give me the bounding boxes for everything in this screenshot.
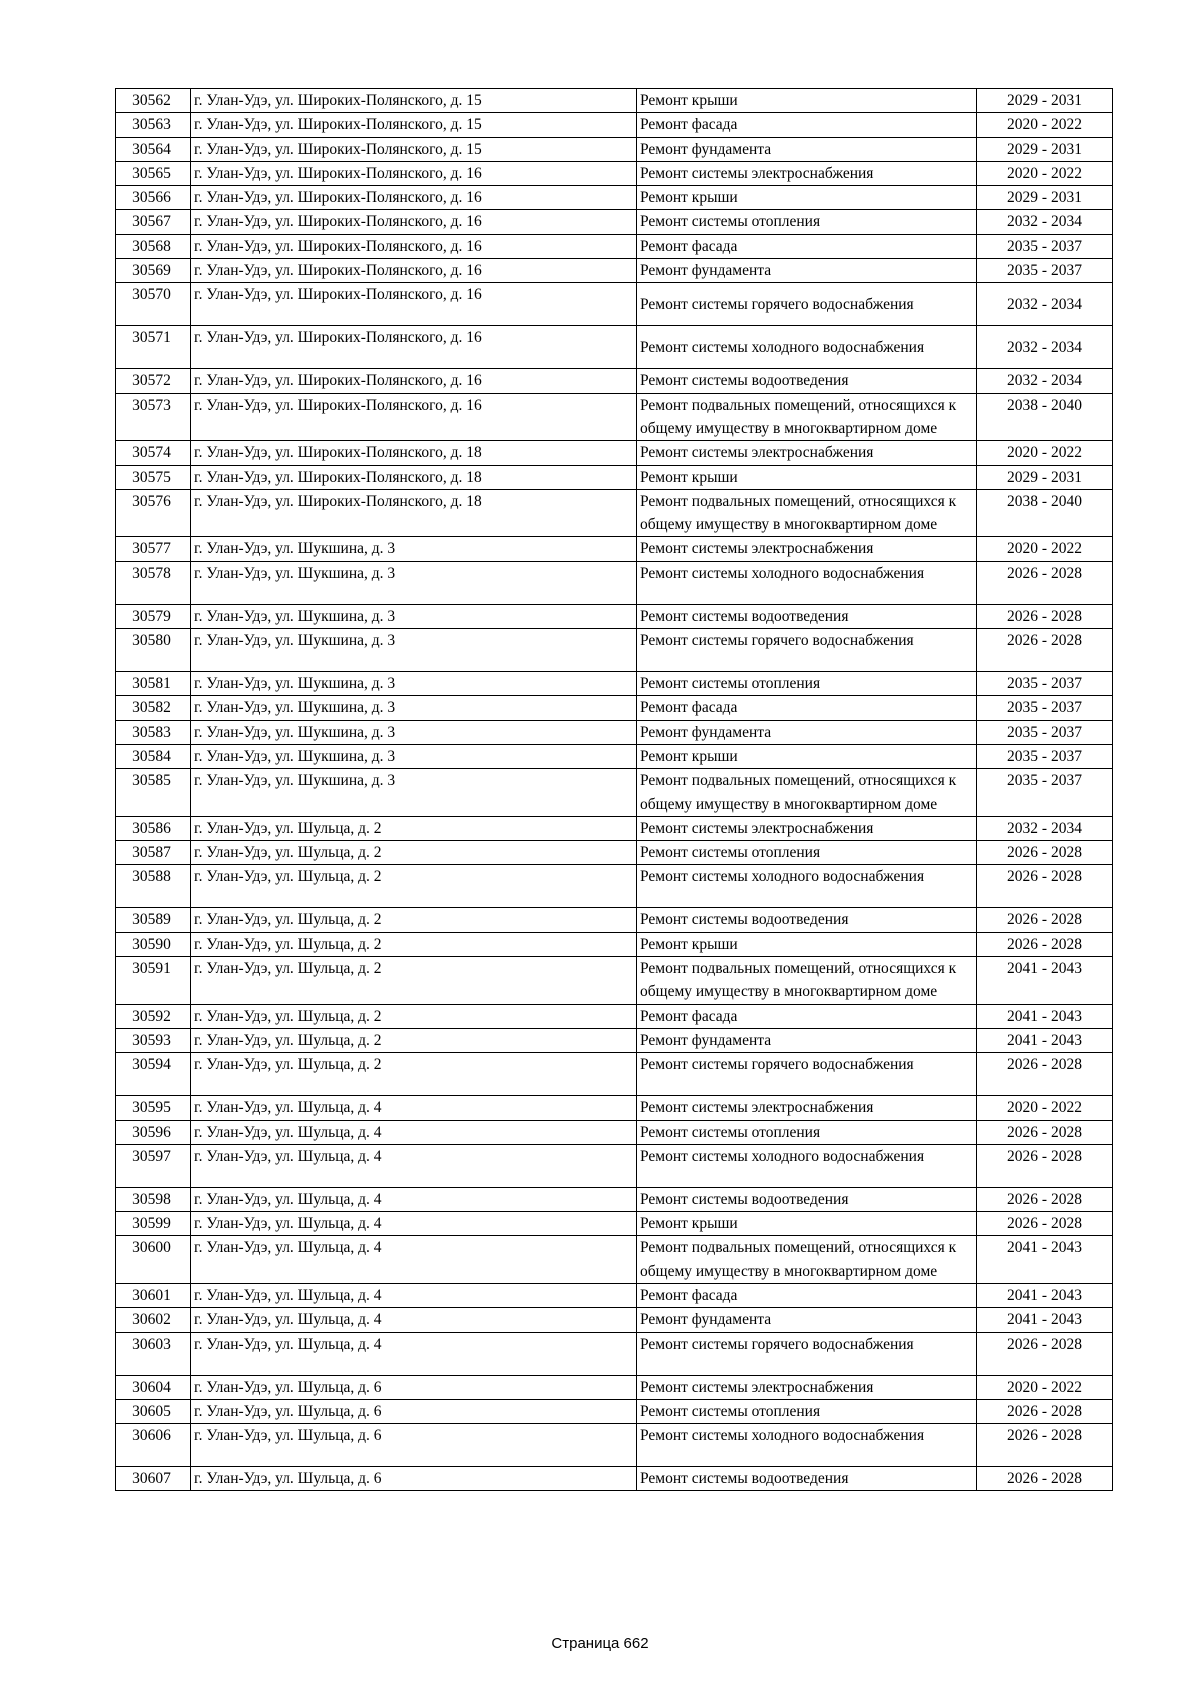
table-row	[116, 1053, 1113, 1096]
work-type-cell: Ремонт крыши	[637, 465, 977, 489]
address-cell: г. Улан-Удэ, ул. Широких-Полянского, д. 16	[191, 259, 637, 283]
table-row	[116, 1399, 1113, 1423]
row-number-cell: 30570	[116, 283, 191, 326]
period-cell: 2032 - 2034	[977, 326, 1113, 369]
table-row	[116, 816, 1113, 840]
period-cell: 2041 - 2043	[977, 1283, 1113, 1307]
period-cell: 2026 - 2028	[977, 841, 1113, 865]
work-type-cell: Ремонт системы водоотведения	[637, 369, 977, 393]
period-cell: 2020 - 2022	[977, 1375, 1113, 1399]
table-row	[116, 441, 1113, 465]
period-cell: 2026 - 2028	[977, 1399, 1113, 1423]
period-cell: 2032 - 2034	[977, 369, 1113, 393]
table-row	[116, 672, 1113, 696]
address-cell: г. Улан-Удэ, ул. Шульца, д. 2	[191, 908, 637, 932]
row-number-cell: 30567	[116, 210, 191, 234]
work-type-cell: Ремонт фасада	[637, 234, 977, 258]
work-type-cell: Ремонт фундамента	[637, 1028, 977, 1052]
row-number-cell: 30566	[116, 186, 191, 210]
row-number-cell: 30584	[116, 744, 191, 768]
address-cell: г. Улан-Удэ, ул. Широких-Полянского, д. 16	[191, 326, 637, 369]
table-row	[116, 186, 1113, 210]
work-type-cell: Ремонт системы отопления	[637, 210, 977, 234]
period-cell: 2035 - 2037	[977, 259, 1113, 283]
row-number-cell: 30576	[116, 489, 191, 537]
row-number-cell: 30603	[116, 1332, 191, 1375]
work-type-cell: Ремонт подвальных помещений, относящихся к общему имуществу в многоквартирном доме	[637, 1236, 977, 1284]
period-cell: 2020 - 2022	[977, 113, 1113, 137]
work-type-cell: Ремонт системы холодного водоснабжения	[637, 1424, 977, 1467]
row-number-cell: 30586	[116, 816, 191, 840]
table-row	[116, 865, 1113, 908]
period-cell: 2032 - 2034	[977, 283, 1113, 326]
address-cell: г. Улан-Удэ, ул. Широких-Полянского, д. 16	[191, 161, 637, 185]
work-type-cell: Ремонт системы горячего водоснабжения	[637, 283, 977, 326]
period-cell: 2026 - 2028	[977, 1332, 1113, 1375]
work-type-cell: Ремонт крыши	[637, 744, 977, 768]
period-cell: 2020 - 2022	[977, 441, 1113, 465]
table-row	[116, 1212, 1113, 1236]
address-cell: г. Улан-Удэ, ул. Шульца, д. 4	[191, 1144, 637, 1187]
row-number-cell: 30580	[116, 629, 191, 672]
row-number-cell: 30595	[116, 1096, 191, 1120]
table-row	[116, 1236, 1113, 1284]
period-cell: 2038 - 2040	[977, 489, 1113, 537]
address-cell: г. Улан-Удэ, ул. Шульца, д. 2	[191, 865, 637, 908]
address-cell: г. Улан-Удэ, ул. Шульца, д. 4	[191, 1212, 637, 1236]
table-row	[116, 561, 1113, 604]
work-type-cell: Ремонт системы водоотведения	[637, 604, 977, 628]
address-cell: г. Улан-Удэ, ул. Широких-Полянского, д. 16	[191, 210, 637, 234]
address-cell: г. Улан-Удэ, ул. Шульца, д. 2	[191, 932, 637, 956]
row-number-cell: 30579	[116, 604, 191, 628]
row-number-cell: 30588	[116, 865, 191, 908]
address-cell: г. Улан-Удэ, ул. Шульца, д. 6	[191, 1399, 637, 1423]
page-number: Страница 662	[551, 1635, 649, 1652]
period-cell: 2029 - 2031	[977, 465, 1113, 489]
work-type-cell: Ремонт фасада	[637, 696, 977, 720]
address-cell: г. Улан-Удэ, ул. Широких-Полянского, д. 16	[191, 186, 637, 210]
table-row	[116, 1375, 1113, 1399]
work-type-cell: Ремонт системы отопления	[637, 1120, 977, 1144]
row-number-cell: 30601	[116, 1283, 191, 1307]
table-row	[116, 1467, 1113, 1491]
work-type-cell: Ремонт системы электроснабжения	[637, 1375, 977, 1399]
table-row	[116, 1332, 1113, 1375]
table-row	[116, 1120, 1113, 1144]
address-cell: г. Улан-Удэ, ул. Шульца, д. 2	[191, 1004, 637, 1028]
row-number-cell: 30569	[116, 259, 191, 283]
period-cell: 2032 - 2034	[977, 210, 1113, 234]
row-number-cell: 30596	[116, 1120, 191, 1144]
row-number-cell: 30592	[116, 1004, 191, 1028]
address-cell: г. Улан-Удэ, ул. Широких-Полянского, д. 16	[191, 283, 637, 326]
period-cell: 2029 - 2031	[977, 186, 1113, 210]
table-body	[116, 89, 1113, 1491]
address-cell: г. Улан-Удэ, ул. Шукшина, д. 3	[191, 696, 637, 720]
address-cell: г. Улан-Удэ, ул. Шукшина, д. 3	[191, 720, 637, 744]
period-cell: 2041 - 2043	[977, 1004, 1113, 1028]
period-cell: 2026 - 2028	[977, 604, 1113, 628]
work-type-cell: Ремонт фундамента	[637, 720, 977, 744]
row-number-cell: 30577	[116, 537, 191, 561]
table-row	[116, 393, 1113, 441]
period-cell: 2026 - 2028	[977, 1144, 1113, 1187]
row-number-cell: 30594	[116, 1053, 191, 1096]
row-number-cell: 30581	[116, 672, 191, 696]
row-number-cell: 30597	[116, 1144, 191, 1187]
period-cell: 2041 - 2043	[977, 1028, 1113, 1052]
address-cell: г. Улан-Удэ, ул. Шульца, д. 2	[191, 957, 637, 1005]
work-type-cell: Ремонт системы электроснабжения	[637, 441, 977, 465]
address-cell: г. Улан-Удэ, ул. Широких-Полянского, д. 16	[191, 234, 637, 258]
work-type-cell: Ремонт системы электроснабжения	[637, 161, 977, 185]
row-number-cell: 30593	[116, 1028, 191, 1052]
work-type-cell: Ремонт системы электроснабжения	[637, 1096, 977, 1120]
table-row	[116, 113, 1113, 137]
work-type-cell: Ремонт системы горячего водоснабжения	[637, 629, 977, 672]
work-type-cell: Ремонт фундамента	[637, 1308, 977, 1332]
repair-schedule-table	[115, 88, 1113, 1491]
address-cell: г. Улан-Удэ, ул. Шукшина, д. 3	[191, 604, 637, 628]
row-number-cell: 30564	[116, 137, 191, 161]
work-type-cell: Ремонт крыши	[637, 186, 977, 210]
table-row	[116, 369, 1113, 393]
table-row	[116, 908, 1113, 932]
work-type-cell: Ремонт системы водоотведения	[637, 1467, 977, 1491]
row-number-cell: 30574	[116, 441, 191, 465]
period-cell: 2035 - 2037	[977, 769, 1113, 817]
row-number-cell: 30568	[116, 234, 191, 258]
address-cell: г. Улан-Удэ, ул. Шульца, д. 4	[191, 1283, 637, 1307]
work-type-cell: Ремонт системы холодного водоснабжения	[637, 865, 977, 908]
work-type-cell: Ремонт системы горячего водоснабжения	[637, 1053, 977, 1096]
period-cell: 2035 - 2037	[977, 744, 1113, 768]
row-number-cell: 30604	[116, 1375, 191, 1399]
address-cell: г. Улан-Удэ, ул. Шукшина, д. 3	[191, 537, 637, 561]
address-cell: г. Улан-Удэ, ул. Широких-Полянского, д. 15	[191, 113, 637, 137]
work-type-cell: Ремонт системы электроснабжения	[637, 816, 977, 840]
table-row	[116, 604, 1113, 628]
period-cell: 2026 - 2028	[977, 629, 1113, 672]
table-row	[116, 1283, 1113, 1307]
period-cell: 2026 - 2028	[977, 908, 1113, 932]
address-cell: г. Улан-Удэ, ул. Шульца, д. 6	[191, 1467, 637, 1491]
address-cell: г. Улан-Удэ, ул. Шукшина, д. 3	[191, 629, 637, 672]
table-row	[116, 720, 1113, 744]
work-type-cell: Ремонт системы холодного водоснабжения	[637, 326, 977, 369]
work-type-cell: Ремонт подвальных помещений, относящихся к общему имуществу в многоквартирном доме	[637, 393, 977, 441]
row-number-cell: 30587	[116, 841, 191, 865]
work-type-cell: Ремонт фундамента	[637, 259, 977, 283]
address-cell: г. Улан-Удэ, ул. Шульца, д. 2	[191, 841, 637, 865]
period-cell: 2026 - 2028	[977, 1467, 1113, 1491]
period-cell: 2026 - 2028	[977, 1187, 1113, 1211]
period-cell: 2041 - 2043	[977, 1236, 1113, 1284]
row-number-cell: 30590	[116, 932, 191, 956]
period-cell: 2032 - 2034	[977, 816, 1113, 840]
period-cell: 2041 - 2043	[977, 1308, 1113, 1332]
address-cell: г. Улан-Удэ, ул. Шульца, д. 2	[191, 1053, 637, 1096]
work-type-cell: Ремонт системы отопления	[637, 1399, 977, 1423]
row-number-cell: 30578	[116, 561, 191, 604]
row-number-cell: 30583	[116, 720, 191, 744]
table-row	[116, 1187, 1113, 1211]
work-type-cell: Ремонт крыши	[637, 1212, 977, 1236]
period-cell: 2035 - 2037	[977, 672, 1113, 696]
work-type-cell: Ремонт подвальных помещений, относящихся к общему имуществу в многоквартирном доме	[637, 769, 977, 817]
table-row	[116, 161, 1113, 185]
work-type-cell: Ремонт фасада	[637, 1283, 977, 1307]
row-number-cell: 30571	[116, 326, 191, 369]
address-cell: г. Улан-Удэ, ул. Шульца, д. 2	[191, 816, 637, 840]
row-number-cell: 30582	[116, 696, 191, 720]
address-cell: г. Улан-Удэ, ул. Шульца, д. 4	[191, 1236, 637, 1284]
row-number-cell: 30591	[116, 957, 191, 1005]
period-cell: 2020 - 2022	[977, 1096, 1113, 1120]
row-number-cell: 30585	[116, 769, 191, 817]
table-row	[116, 259, 1113, 283]
row-number-cell: 30602	[116, 1308, 191, 1332]
table-row	[116, 489, 1113, 537]
period-cell: 2026 - 2028	[977, 865, 1113, 908]
work-type-cell: Ремонт крыши	[637, 932, 977, 956]
table-row	[116, 744, 1113, 768]
work-type-cell: Ремонт фасада	[637, 1004, 977, 1028]
address-cell: г. Улан-Удэ, ул. Шульца, д. 4	[191, 1187, 637, 1211]
work-type-cell: Ремонт системы электроснабжения	[637, 537, 977, 561]
address-cell: г. Улан-Удэ, ул. Шукшина, д. 3	[191, 769, 637, 817]
period-cell: 2026 - 2028	[977, 561, 1113, 604]
period-cell: 2035 - 2037	[977, 696, 1113, 720]
row-number-cell: 30599	[116, 1212, 191, 1236]
row-number-cell: 30598	[116, 1187, 191, 1211]
period-cell: 2026 - 2028	[977, 1424, 1113, 1467]
address-cell: г. Улан-Удэ, ул. Шульца, д. 4	[191, 1332, 637, 1375]
period-cell: 2026 - 2028	[977, 1212, 1113, 1236]
period-cell: 2035 - 2037	[977, 234, 1113, 258]
address-cell: г. Улан-Удэ, ул. Шульца, д. 4	[191, 1308, 637, 1332]
table-row	[116, 1096, 1113, 1120]
work-type-cell: Ремонт системы холодного водоснабжения	[637, 561, 977, 604]
table-row	[116, 89, 1113, 113]
address-cell: г. Улан-Удэ, ул. Широких-Полянского, д. 16	[191, 369, 637, 393]
table-row	[116, 957, 1113, 1005]
row-number-cell: 30607	[116, 1467, 191, 1491]
period-cell: 2038 - 2040	[977, 393, 1113, 441]
address-cell: г. Улан-Удэ, ул. Широких-Полянского, д. 15	[191, 89, 637, 113]
period-cell: 2020 - 2022	[977, 537, 1113, 561]
address-cell: г. Улан-Удэ, ул. Шукшина, д. 3	[191, 672, 637, 696]
address-cell: г. Улан-Удэ, ул. Широких-Полянского, д. 18	[191, 441, 637, 465]
table-row	[116, 210, 1113, 234]
table-row	[116, 537, 1113, 561]
table-row	[116, 1004, 1113, 1028]
table-row	[116, 1308, 1113, 1332]
table-row	[116, 1424, 1113, 1467]
table-row	[116, 234, 1113, 258]
period-cell: 2029 - 2031	[977, 89, 1113, 113]
work-type-cell: Ремонт подвальных помещений, относящихся к общему имуществу в многоквартирном доме	[637, 489, 977, 537]
row-number-cell: 30572	[116, 369, 191, 393]
row-number-cell: 30562	[116, 89, 191, 113]
row-number-cell: 30565	[116, 161, 191, 185]
address-cell: г. Улан-Удэ, ул. Шульца, д. 6	[191, 1424, 637, 1467]
address-cell: г. Улан-Удэ, ул. Шульца, д. 4	[191, 1096, 637, 1120]
table-row	[116, 769, 1113, 817]
table-row	[116, 283, 1113, 326]
table-row	[116, 137, 1113, 161]
address-cell: г. Улан-Удэ, ул. Шульца, д. 4	[191, 1120, 637, 1144]
work-type-cell: Ремонт крыши	[637, 89, 977, 113]
address-cell: г. Улан-Удэ, ул. Широких-Полянского, д. 18	[191, 465, 637, 489]
table-row	[116, 1028, 1113, 1052]
work-type-cell: Ремонт системы отопления	[637, 841, 977, 865]
work-type-cell: Ремонт системы водоотведения	[637, 908, 977, 932]
address-cell: г. Улан-Удэ, ул. Шукшина, д. 3	[191, 744, 637, 768]
address-cell: г. Улан-Удэ, ул. Шукшина, д. 3	[191, 561, 637, 604]
row-number-cell: 30605	[116, 1399, 191, 1423]
period-cell: 2026 - 2028	[977, 1120, 1113, 1144]
table-row	[116, 696, 1113, 720]
address-cell: г. Улан-Удэ, ул. Шульца, д. 6	[191, 1375, 637, 1399]
period-cell: 2026 - 2028	[977, 1053, 1113, 1096]
row-number-cell: 30563	[116, 113, 191, 137]
work-type-cell: Ремонт системы горячего водоснабжения	[637, 1332, 977, 1375]
table-row	[116, 841, 1113, 865]
row-number-cell: 30575	[116, 465, 191, 489]
period-cell: 2026 - 2028	[977, 932, 1113, 956]
table-row	[116, 326, 1113, 369]
period-cell: 2041 - 2043	[977, 957, 1113, 1005]
row-number-cell: 30589	[116, 908, 191, 932]
address-cell: г. Улан-Удэ, ул. Широких-Полянского, д. 18	[191, 489, 637, 537]
table-row	[116, 465, 1113, 489]
table-row	[116, 932, 1113, 956]
address-cell: г. Улан-Удэ, ул. Шульца, д. 2	[191, 1028, 637, 1052]
period-cell: 2020 - 2022	[977, 161, 1113, 185]
work-type-cell: Ремонт системы холодного водоснабжения	[637, 1144, 977, 1187]
table-row	[116, 629, 1113, 672]
period-cell: 2035 - 2037	[977, 720, 1113, 744]
address-cell: г. Улан-Удэ, ул. Широких-Полянского, д. 16	[191, 393, 637, 441]
row-number-cell: 30600	[116, 1236, 191, 1284]
table-row	[116, 1144, 1113, 1187]
period-cell: 2029 - 2031	[977, 137, 1113, 161]
work-type-cell: Ремонт системы отопления	[637, 672, 977, 696]
work-type-cell: Ремонт фасада	[637, 113, 977, 137]
row-number-cell: 30573	[116, 393, 191, 441]
row-number-cell: 30606	[116, 1424, 191, 1467]
work-type-cell: Ремонт системы водоотведения	[637, 1187, 977, 1211]
work-type-cell: Ремонт фундамента	[637, 137, 977, 161]
address-cell: г. Улан-Удэ, ул. Широких-Полянского, д. 15	[191, 137, 637, 161]
work-type-cell: Ремонт подвальных помещений, относящихся к общему имуществу в многоквартирном доме	[637, 957, 977, 1005]
